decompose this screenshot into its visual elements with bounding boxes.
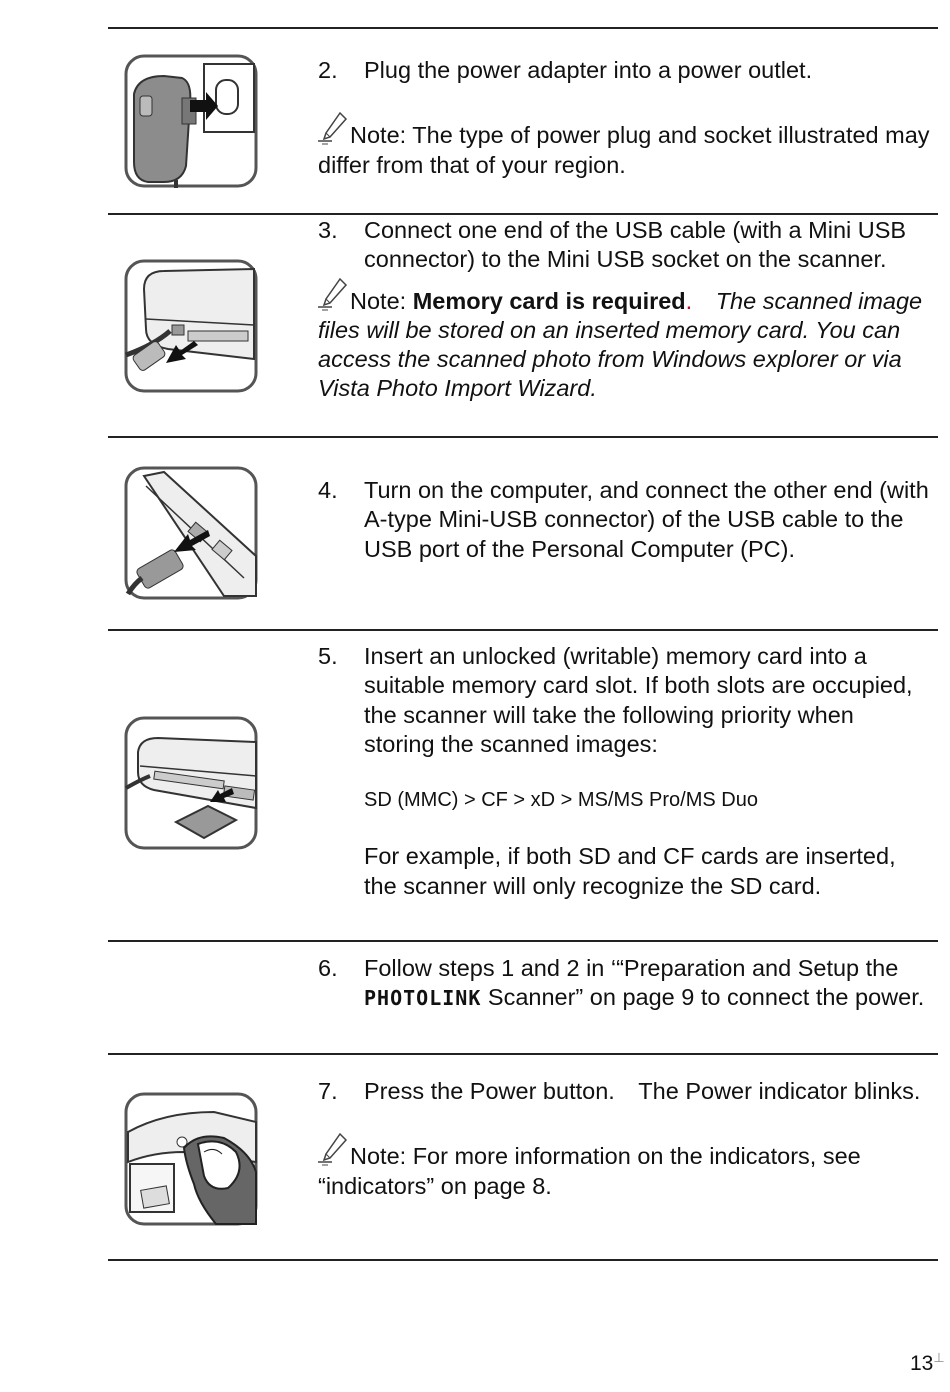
- step-text: Press the Power button. The Power indicator blinks.: [364, 1078, 921, 1104]
- usb-laptop-illustration: [124, 466, 258, 600]
- mini-usb-scanner-illustration: [124, 259, 258, 393]
- pencil-icon: [318, 111, 348, 145]
- pencil-icon: [318, 1132, 348, 1166]
- step-text-a: Follow steps 1 and 2 in ‘“Preparation and Setup the: [364, 955, 899, 981]
- step-3-item: [318, 216, 930, 275]
- step-6: [318, 954, 930, 1014]
- step-number: 3.: [318, 217, 338, 243]
- photolink-logo: PHOTOLINK: [364, 986, 482, 1011]
- step-3: [318, 216, 930, 404]
- step-7: [318, 1077, 930, 1201]
- step-5-item: [318, 642, 930, 901]
- power-adapter-illustration: [124, 54, 258, 188]
- note: [318, 1132, 930, 1201]
- divider-after-step-4: [108, 629, 938, 631]
- note: [318, 277, 930, 404]
- step-number: 6.: [318, 955, 338, 981]
- divider-bottom: [108, 1259, 938, 1261]
- note-prefix: Note:: [350, 287, 413, 314]
- note-text: Note: The type of power plug and socket illustrated may differ from that of your region.: [318, 122, 930, 178]
- memory-card-illustration: [124, 716, 258, 850]
- step-text: Insert an unlocked (writable) memory card into a suitable memory card slot. If both slots are occupied, the scanner will take the following priority when storing the scanned images:: [364, 643, 913, 757]
- paragraph-mark: ⊥: [933, 1350, 945, 1365]
- step-2-item: [318, 56, 930, 85]
- card-priority-order: SD (MMC) > CF > xD > MS/MS Pro/MS Duo: [364, 789, 758, 812]
- note-bold-text: Memory card is required: [412, 287, 686, 314]
- step-number: 7.: [318, 1078, 338, 1104]
- step-4-item: [318, 476, 930, 564]
- step-4: [318, 476, 930, 564]
- divider-after-step-3: [108, 436, 938, 438]
- note-italic-text: The scanned image files will be stored on an inserted memory card. You can access the scanned photo from Windows explorer or via Vista Photo Import Wizard.: [318, 287, 923, 402]
- step-2: [318, 56, 930, 180]
- divider-after-step-6: [108, 1053, 938, 1055]
- example-text: For example, if both SD and CF cards are inserted, the scanner will only recognize the SD card.: [364, 843, 896, 899]
- divider-after-step-2: [108, 213, 938, 215]
- step-5: [318, 642, 930, 901]
- step-6-item: [318, 954, 930, 1014]
- step-text-b: Scanner” on page 9 to connect the power.: [481, 984, 925, 1011]
- pencil-icon: [318, 277, 348, 311]
- step-7-item: [318, 1077, 930, 1106]
- step-text: Connect one end of the USB cable (with a Mini USB connector) to the Mini USB socket on the scanner.: [364, 217, 907, 273]
- divider-top: [108, 27, 938, 29]
- step-number: 2.: [318, 57, 338, 83]
- step-text: Plug the power adapter into a power outlet.: [364, 57, 813, 83]
- step-number: 4.: [318, 477, 338, 503]
- page-number: [910, 1350, 945, 1376]
- note-red-dot: .: [685, 287, 693, 314]
- power-button-illustration: [124, 1092, 258, 1226]
- step-text: Turn on the computer, and connect the other end (with A-type Mini-USB connector) of the USB cable to the USB port of the Personal Computer (PC).: [364, 477, 929, 562]
- page-number-value: 13: [910, 1352, 934, 1375]
- step-number: 5.: [318, 643, 338, 669]
- note: [318, 111, 930, 180]
- divider-after-step-5: [108, 940, 938, 942]
- note-text: Note: For more information on the indicators, see “indicators” on page 8.: [318, 1143, 861, 1199]
